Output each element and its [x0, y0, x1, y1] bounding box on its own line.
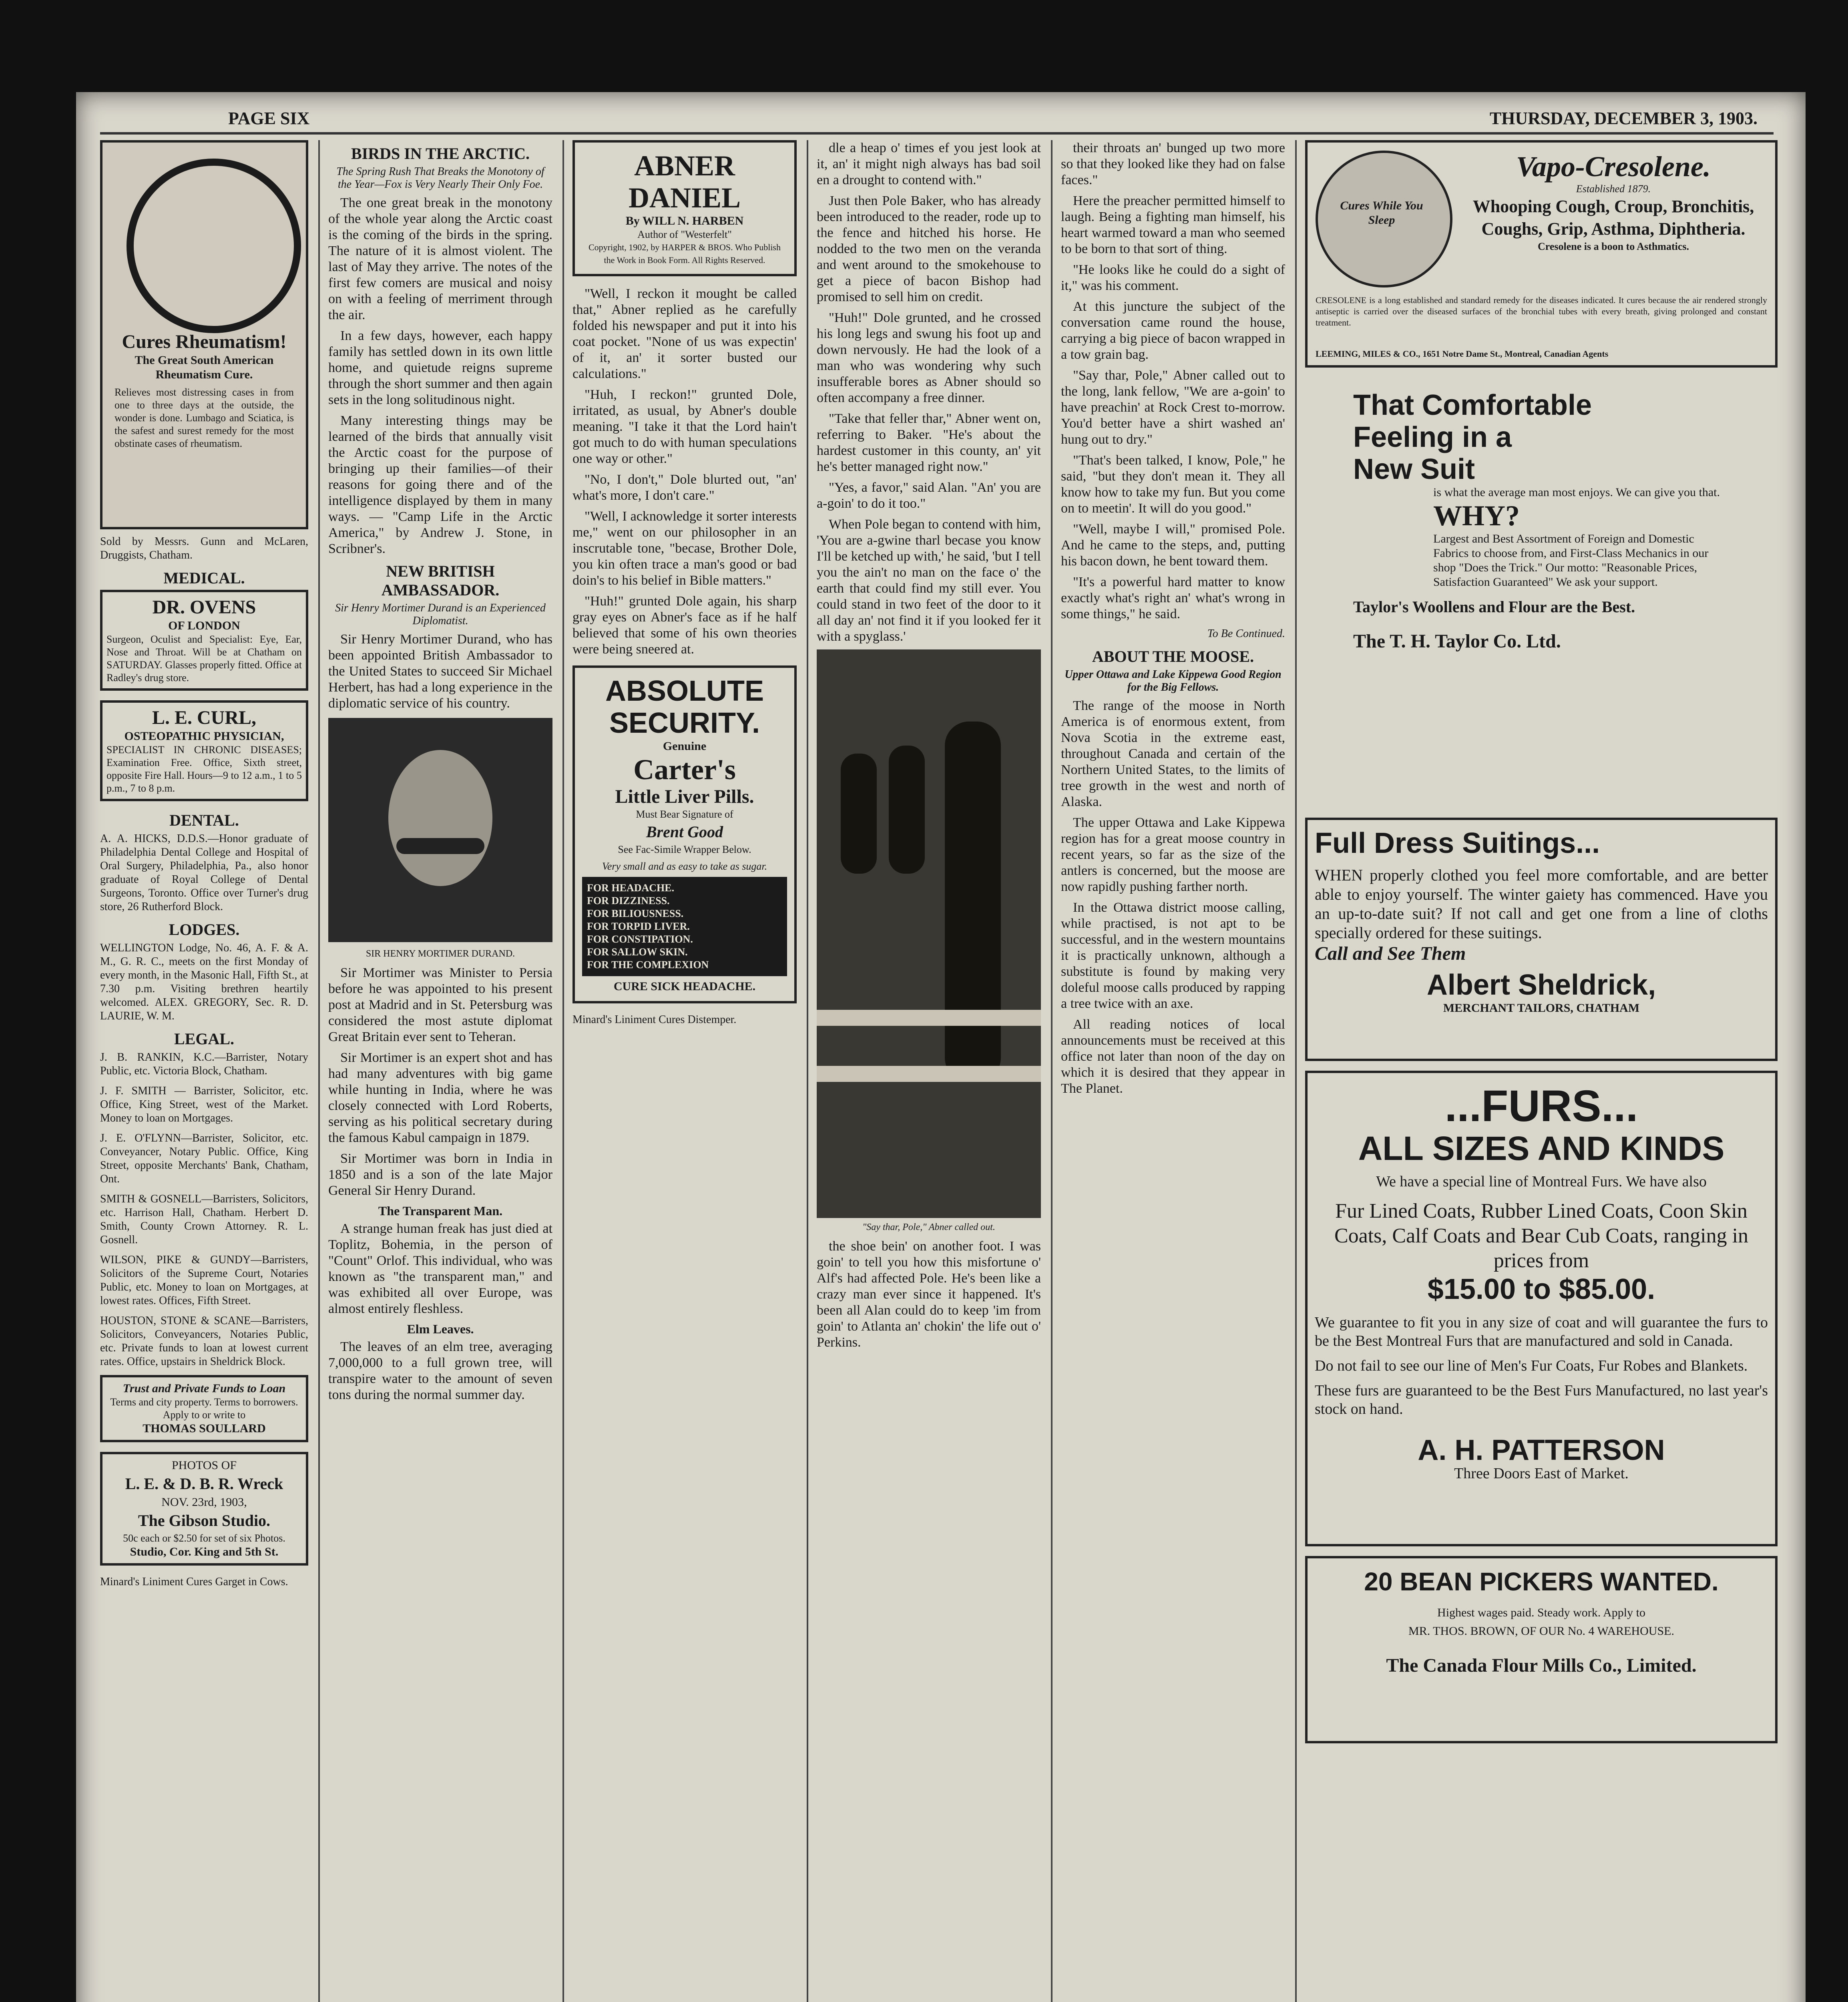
carters-list-item: FOR DIZZINESS. [587, 895, 670, 907]
birds-para: The one great break in the monotony of the whole year along the Arctic coast is the coming of the birds in the spring. The nature of it is almost violent. The last of May they arrive. The notes of the first few comers are musical and noisy on with a feeling of merriment through the air. [328, 195, 552, 322]
moose-sub: Upper Ottawa and Lake Kippewa Good Region for the Big Fellows. [1065, 668, 1282, 693]
story-para: "Take that feller thar," Abner went on, referring to Baker. "He's about the hardest customer in this county, an' yit he's better managed right now." [817, 411, 1041, 474]
taylor-name: The T. H. Taylor Co. Ltd. [1353, 631, 1561, 652]
loan-body: Terms and city property. Terms to borrowers. Apply to or write to [110, 1396, 298, 1421]
rheumatism-ad [100, 140, 308, 529]
bean-head: 20 BEAN PICKERS WANTED. [1364, 1567, 1719, 1596]
column-3 [572, 140, 797, 2002]
story-note: Author of "Westerfelt" [637, 229, 732, 240]
story-author: By WILL N. HARBEN [625, 214, 744, 227]
story-para: "Well, maybe I will," promised Pole. And he came to the steps, and, putting his bacon down, he bent toward them. [1061, 522, 1285, 569]
story-title: ABNER DANIEL [628, 150, 741, 214]
sheldrick-body: WHEN properly clothed you feel more comfortable, and are better able to enjoy yourself. The winter gaiety has commenced. Have you an up-to-date suit? If not call and get one from a line of cloths specially ordered for these suitings. [1315, 866, 1768, 942]
taylor-best: Taylor's Woollens and Flour are the Best. [1353, 598, 1635, 616]
section-dental: DENTAL. [169, 811, 239, 829]
elm-title: Elm Leaves. [407, 1322, 474, 1336]
elm-para: The leaves of an elm tree, averaging 7,000,000 to a full grown tree, will transpire water to the amount of seven tons during the normal summer day. [328, 1339, 552, 1402]
furs-list: Fur Lined Coats, Rubber Lined Coats, Coon Skin Coats, Calf Coats and Bear Cub Coats, ranging in prices from [1334, 1200, 1749, 1272]
curl-body: SPECIALIST IN CHRONIC DISEASES; Examination Free. Office, Sixth street, opposite Fire Hall. Hours—9 to 12 a.m., 1 to 5 p.m., 7 to 8 p.m. [106, 744, 302, 794]
taylor-ad [1305, 377, 1778, 818]
carters-list-item: FOR CONSTIPATION. [587, 933, 693, 945]
figure-icon [841, 754, 877, 874]
sheldrick-ad [1305, 818, 1778, 1061]
photos-title: PHOTOS OF [172, 1459, 237, 1472]
ambassador-para: Sir Mortimer is an expert shot and has had many adventures with big game while hunting in India, where he was closely connected with Lord Roberts, serving as his political secretary during the famous Kabul campaign in 1879. [328, 1050, 552, 1145]
cures-title: Cures Rheumatism! [122, 331, 287, 352]
story-masthead [572, 140, 797, 276]
furs-name: A. H. PATTERSON [1418, 1434, 1665, 1466]
vapo-body: CRESOLENE is a long established and standard remedy for the diseases indicated. It cures because the air rendered strongly antiseptic is carried over the diseased surfaces of the bronchial tubes with every breath, giving prolonged and constant treatment. [1316, 295, 1767, 328]
illustration-caption: "Say thar, Pole," Abner called out. [862, 1222, 995, 1232]
moose-title: ABOUT THE MOOSE. [1092, 647, 1254, 665]
carters-name: Carter's [633, 754, 736, 786]
steps-icon [817, 1066, 1041, 1082]
curl-name: L. E. CURL, [152, 707, 257, 728]
moose-para: All reading notices of local announcements must be received at this office not later than noon of the day on which it is desired that they appear in The Planet. [1061, 1017, 1285, 1096]
durand-portrait [328, 718, 552, 942]
story-para: "No, I don't," Dole blurted out, "an' what's more, I don't care." [572, 472, 797, 503]
page-header [100, 96, 1774, 135]
story-para: their throats an' bunged up two more so that they looked like they had on false faces." [1061, 141, 1285, 187]
story-para: "Huh!" grunted Dole again, his sharp gray eyes on Abner's face as if he half believed that some of his own theories were being sneered at. [572, 594, 797, 657]
ovens-body: Surgeon, Oculist and Specialist: Eye, Ear, Nose and Throat. Will be at Chatham on SATURDAY. Glasses properly fitted. Office at Radley's drug store. [106, 633, 302, 683]
ambassador-para: Sir Mortimer was Minister to Persia before he was appointed to his present post at Madrid and in St. Petersburg was considered the most astute diplomat Great Britain ever sent to Teheran. [328, 965, 552, 1044]
legal-item: SMITH & GOSNELL—Barristers, Solicitors, etc. Harrison Hall, Chatham. Herbert D. Smith, County Crown Attorney. R. L. Gosnell. [100, 1193, 308, 1246]
story-para: dle a heap o' times ef you jest look at it, an' it might nigh always has bad soil en a drought to contend with." [817, 141, 1041, 187]
legal-item: WILSON, PIKE & GUNDY—Barristers, Solicitors of the Supreme Court, Notaries Public, etc. Money to loan on Mortgages, at lowest rates. Offices, Fifth Street. [100, 1254, 308, 1307]
loan-card [100, 1375, 308, 1442]
column-6 [1305, 140, 1778, 2002]
cures-body: Relieves most distressing cases in from one to three days at the outside, the wonder is done. Lumbago and Sciatica, is the safest and surest remedy for the most obstinate cases of rheumatism. [114, 386, 294, 449]
photos-addr: Studio, Cor. King and 5th St. [130, 1545, 279, 1558]
photos-studio: The Gibson Studio. [138, 1512, 271, 1530]
taylor-body: Largest and Best Assortment of Foreign and Domestic Fabrics to choose from, and First-Class Mechanics in our shop "Does the Trick." Our motto: "Reasonable Prices, Satisfaction Guaranteed" We ask your support. [1433, 532, 1709, 589]
ambassador-para: Sir Henry Mortimer Durand, who has been appointed British Ambassador to the United States to succeed Sir Michael Herbert, has had a long experience in the diplomatic service of his country. [328, 632, 552, 711]
story-para: When Pole began to contend with him, 'You are a-gwine tharl becase you know I'll be ketched up with,' he said, 'but I tell you the ain't no man on the face o' the earth that could find my still ever. You could stand in two feet of the door to it all day an' not find it if you looked fer it with a spyglass.' [817, 517, 1041, 644]
loan-name: THOMAS SOULLARD [143, 1422, 266, 1435]
taylor-head2: Feeling in a [1353, 421, 1512, 453]
bean-pickers-ad [1305, 1556, 1778, 1743]
column-4 [817, 140, 1041, 2002]
story-para: "It's a powerful hard matter to know exactly what's right an' what's wrong in some things," he said. [1061, 575, 1285, 621]
column-rule [807, 140, 808, 2002]
story-para: "Huh, I reckon!" grunted Dole, irritated, as usual, by Abner's double meaning. "I take it that the Lord hain't got much to do with human speculations one way or other." [572, 387, 797, 466]
carters-small: Very small and as easy to take as sugar. [602, 860, 767, 872]
story-para: Here the preacher permitted himself to laugh. Being a fighting man himself, his heart warmed toward a man who seemed to be born to that sort of thing. [1061, 193, 1285, 256]
birds-title: BIRDS IN THE ARCTIC. [351, 145, 530, 163]
legal-item: J. B. RANKIN, K.C.—Barrister, Notary Public, etc. Victoria Block, Chatham. [100, 1051, 308, 1077]
minard-note: Minard's Liniment Cures Garget in Cows. [100, 1576, 288, 1588]
page-label: PAGE SIX [228, 109, 310, 128]
taylor-head3: New Suit [1353, 453, 1475, 485]
ornament-icon [127, 159, 301, 333]
vapo-list: Whooping Cough, Croup, Bronchitis, Coughs, Grip, Asthma, Diphtheria. [1472, 197, 1754, 239]
furs-addr: Three Doors East of Market. [1454, 1465, 1629, 1482]
section-lodges: LODGES. [169, 921, 240, 939]
story-para: "That's been talked, I know, Pole," he said, "but they don't mean it. They all know how to take my fun. But you come on to meetin'. It will do you good." [1061, 453, 1285, 516]
portrait-caption: SIR HENRY MORTIMER DURAND. [366, 949, 515, 959]
carters-list-item: FOR HEADACHE. [587, 882, 675, 894]
furs-note: These furs are guaranteed to be the Best Furs Manufactured, no last year's stock on hand. [1315, 1382, 1768, 1417]
furs-robes: Do not fail to see our line of Men's Fur Coats, Fur Robes and Blankets. [1315, 1357, 1748, 1374]
transparent-title: The Transparent Man. [378, 1204, 503, 1218]
loan-title: Trust and Private Funds to Loan [123, 1382, 286, 1395]
vapo-addr: LEEMING, MILES & CO., 1651 Notre Dame St., Montreal, Canadian Agents [1316, 349, 1609, 359]
column-rule [562, 140, 564, 2002]
vapo-cresolene-ad [1305, 140, 1778, 368]
carters-wrapper: See Fac-Simile Wrapper Below. [618, 844, 751, 855]
photos-card [100, 1452, 308, 1566]
section-legal: LEGAL. [174, 1030, 235, 1048]
furs-line: We have a special line of Montreal Furs. We have also [1376, 1173, 1707, 1190]
carters-headline: ABSOLUTE SECURITY. [605, 675, 764, 739]
column-2 [328, 140, 552, 2002]
legal-item: J. E. O'FLYNN—Barrister, Solicitor, etc. Conveyancer, Notary Public. Office, King Street, opposite Merchants' Bank, Chatham, Ont. [100, 1132, 308, 1185]
vapo-boon: Cresolene is a boon to Asthmatics. [1538, 241, 1689, 252]
taylor-head1: That Comfortable [1353, 389, 1592, 421]
cures-sub: The Great South American Rheumatism Cure. [135, 354, 274, 381]
curl-title: OSTEOPATHIC PHYSICIAN, [124, 730, 284, 743]
vapo-tag: Cures While You Sleep [1340, 199, 1423, 227]
photos-price: 50c each or $2.50 for set of six Photos. [123, 1532, 285, 1544]
story-copyright: Copyright, 1902, by HARPER & BROS. Who Publish the Work in Book Form. All Rights Reserved. [589, 242, 781, 265]
moose-para: The upper Ottawa and Lake Kippewa region has for a great moose country in recent years, so far as the size of the antlers is concerned, but the moose are now rapidly pushing farther north. [1061, 815, 1285, 894]
sheldrick-head: Full Dress Suitings... [1315, 827, 1600, 859]
vapo-est: Established 1879. [1576, 183, 1651, 195]
story-para: "Well, I acknowledge it sorter interests me," went on our philosopher in an inscrutable tone, "becase, Brother Dole, you kin often trace a man's good or bad doin's to his belief in Bible matters." [572, 509, 797, 588]
column-rule [318, 140, 320, 2002]
column-rule [1295, 140, 1297, 2002]
carters-list-item: FOR TORPID LIVER. [587, 921, 690, 932]
ambassador-sub: Sir Henry Mortimer Durand is an Experienced Diplomatist. [335, 602, 546, 627]
ovens-card [100, 590, 308, 691]
transparent-para: A strange human freak has just died at Toplitz, Bohemia, in the person of "Count" Orlof. This individual, who was known as "the transparent man," and was exhibited all over Europe, was almost entirely fleshless. [328, 1221, 552, 1316]
story-para: At this juncture the subject of the conversation came round the house, carrying a big piece of bacon wrapped in a tow grain bag. [1061, 299, 1285, 362]
carters-name2: Little Liver Pills. [615, 786, 754, 807]
carters-list-item: FOR THE COMPLEXION [587, 959, 709, 971]
carters-ad [572, 665, 797, 1003]
birds-para: In a few days, however, each happy family has settled down in its own little home, and quietude reigns supreme through the short summer and then again sets in the long solitudinous night. [328, 328, 552, 407]
to-be-continued: To Be Continued. [1207, 627, 1285, 640]
figure-icon [889, 746, 925, 874]
story-para: "Well, I reckon it mought be called that," Abner replied as he carefully folded his newspaper and put it into his coat pocket. "None of us was expectin' of it, an' it sorter busted our calculations." [572, 286, 797, 381]
taylor-why: WHY? [1433, 500, 1520, 532]
steps-icon [817, 1010, 1041, 1026]
story-para: "Say thar, Pole," Abner called out to the long, lank fellow, "We are a-goin' to have preachin' at Rock Crest to-morrow. You'd better have a shirt washed an' hung out to dry." [1061, 368, 1285, 447]
furs-price: $15.00 to $85.00. [1427, 1273, 1655, 1305]
ambassador-title: NEW BRITISH AMBASSADOR. [381, 562, 500, 599]
carters-signature: Brent Good [646, 823, 723, 841]
story-illustration [817, 649, 1041, 1218]
portrait-mustache [396, 838, 484, 854]
moose-para: In the Ottawa district moose calling, while practised, is not apt to be successful, and in the western mountains it is practically unknown, although a substitute is found by making very doleful moose calls produced by rapping a tree twice with an axe. [1061, 900, 1285, 1011]
photos-name: L. E. & D. B. R. Wreck [125, 1475, 283, 1493]
photos-date: NOV. 23rd, 1903, [161, 1495, 247, 1509]
carters-list-item: FOR BILIOUSNESS. [587, 908, 684, 919]
story-para: the shoe bein' on another foot. I was goin' to tell you how this misfortune o' Alf's had affected Pole. He's been like a crazy man ever since it happened. It's been all Alan could do to keep 'im from goin' to Atlanta an' chokin' the life out o' Perkins. [817, 1239, 1041, 1350]
bean-contact: MR. THOS. BROWN, OF OUR No. 4 WAREHOUSE. [1408, 1624, 1674, 1638]
bean-co: The Canada Flour Mills Co., Limited. [1386, 1655, 1697, 1676]
ovens-name: DR. OVENS [152, 597, 256, 618]
legal-item: J. F. SMITH — Barrister, Solicitor, etc. Office, King Street, west of the Market. Money to loan on Mortgages. [100, 1085, 308, 1124]
carters-sig: Must Bear Signature of [636, 808, 733, 820]
legal-item: HOUSTON, STONE & SCANE—Barristers, Solicitors, Conveyancers, Notaries Public, etc. Private funds to loan at lowest current rates. Office, upstairs in Sheldrick Block. [100, 1315, 308, 1368]
story-para: Just then Pole Baker, who has already been introduced to the reader, rode up to the fence and hitched his horse. He nodded to the two men on the veranda and went around to the smokehouse to get a piece of bacon Bishop had promised to sell him on credit. [817, 193, 1041, 304]
patterson-furs-ad [1305, 1071, 1778, 1546]
birds-para: Many interesting things may be learned of the birds that annually visit the Arctic coast for the purpose of bringing up their families—of their reasons for going there and of the intelligence displayed by them in many ways. — "Camp Life in the Arctic America," by Andrew J. Stone, in Scribner's. [328, 413, 552, 556]
birds-sub: The Spring Rush That Breaks the Monotony of the Year—Fox is Very Nearly Their Only Foe. [336, 165, 544, 191]
column-1 [100, 140, 308, 2002]
furs-head: ...FURS... [1444, 1081, 1638, 1131]
ambassador-para: Sir Mortimer was born in India in 1850 and is a son of the late Major General Sir Henry Durand. [328, 1151, 552, 1198]
sheldrick-sub: MERCHANT TAILORS, CHATHAM [1443, 1001, 1640, 1015]
minard-note: Minard's Liniment Cures Distemper. [572, 1013, 737, 1026]
sheldrick-call: Call and See Them [1315, 943, 1466, 964]
newspaper-page [76, 92, 1806, 2002]
story-para: "He looks like he could do a sight of it," was his comment. [1061, 262, 1285, 293]
carters-cure: CURE SICK HEADACHE. [613, 980, 756, 993]
column-rule [1051, 140, 1053, 2002]
page-date: THURSDAY, DECEMBER 3, 1903. [1489, 109, 1758, 128]
figure-icon [945, 722, 1001, 1082]
vapo-name: Vapo-Cresolene. [1516, 151, 1711, 183]
portrait-face [388, 750, 492, 886]
furs-sizes: ALL SIZES AND KINDS [1358, 1130, 1725, 1167]
section-medical: MEDICAL. [163, 569, 245, 587]
bean-body: Highest wages paid. Steady work. Apply to [1437, 1606, 1645, 1619]
carters-genuine: Genuine [663, 740, 707, 753]
curl-card [100, 700, 308, 801]
hicks-listing: A. A. HICKS, D.D.S.—Honor graduate of Philadelphia Dental College and Hospital of Oral Surgery, Philadelphia, Pa., also honor graduate of Royal College of Dental Surgeons, Toronto. Office over Turner's drug store, 26 Rutherford Block. [100, 832, 308, 913]
carters-list-item: FOR SALLOW SKIN. [587, 946, 688, 958]
moose-para: The range of the moose in North America is of enormous extent, from Nova Scotia in the extreme east, throughout Canada and certain of the Northern United States, to the limits of tree growth in the west and north of Alaska. [1061, 698, 1285, 809]
story-para: "Yes, a favor," said Alan. "An' you are a-goin' to do it too." [817, 480, 1041, 511]
column-5 [1061, 140, 1285, 2002]
sheldrick-name: Albert Sheldrick, [1426, 969, 1656, 1001]
ovens-city: OF LONDON [168, 619, 240, 632]
sold-by: Sold by Messrs. Gunn and McLaren, Druggists, Chatham. [100, 535, 308, 561]
furs-guar: We guarantee to fit you in any size of coat and will guarantee the furs to be the Best Montreal Furs that are manufactured and sold in Canada. [1315, 1314, 1768, 1349]
carters-box [582, 877, 787, 976]
lodge-listing: WELLINGTON Lodge, No. 46, A. F. & A. M., G. R. C., meets on the first Monday of every month, in the Masonic Hall, Fifth St., at 7.30 p.m. Visiting brethren heartily welcomed. ALEX. GREGORY, Sec. R. D. LAURIE, W. M. [100, 942, 308, 1022]
taylor-q: is what the average man most enjoys. We can give you that. [1433, 486, 1720, 499]
story-para: "Huh!" Dole grunted, and he crossed his long legs and swung his foot up and down nervously. He had the look of a man who was wondering why such insufferable bores as Abner should so often accompany a free dinner. [817, 310, 1041, 405]
